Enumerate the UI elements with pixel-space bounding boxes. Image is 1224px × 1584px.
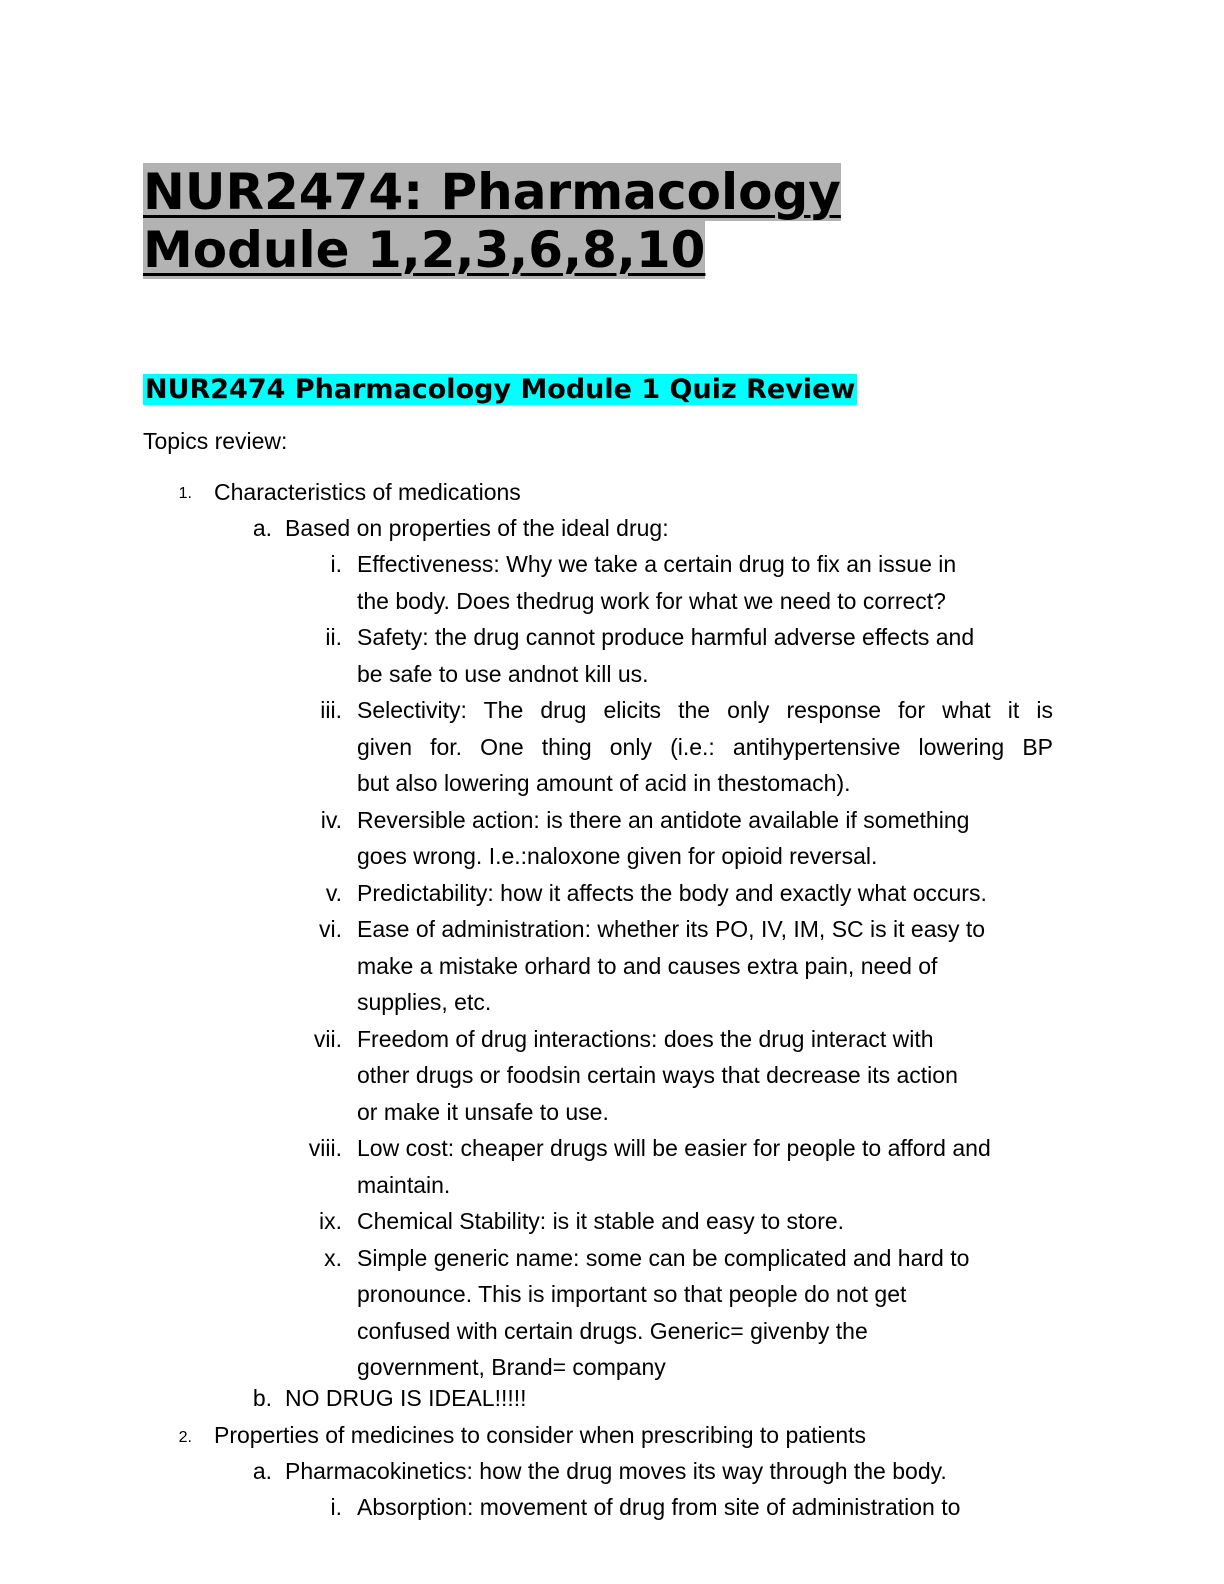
roman-item-line: maintain.	[357, 1171, 451, 1198]
roman-item-line: Ease of administration: whether its PO, IV, IM, SC is it easy to	[357, 916, 986, 942]
roman-item-line: Freedom of drug interactions: does the drug interact with	[357, 1025, 934, 1052]
list-number: 1.	[178, 485, 192, 502]
roman-item-line: government, Brand= company	[357, 1354, 666, 1380]
roman-item-line: or make it unsafe to use.	[357, 1098, 609, 1125]
sublist-text: Based on properties of the ideal drug:	[285, 515, 669, 541]
roman-item-line: given for. One thing only (i.e.: antihypertensive lowering BP	[357, 733, 1053, 760]
roman-item-line: Effectiveness: Why we take a certain drug to fix an issue in	[357, 551, 957, 577]
roman-item-line: Low cost: cheaper drugs will be easier for people to afford and	[357, 1135, 991, 1161]
roman-item-line: Chemical Stability: is it stable and easy to store.	[357, 1208, 845, 1234]
roman-item-line: other drugs or foodsin certain ways that decrease its action	[357, 1062, 958, 1088]
section-heading: NUR2474 Pharmacology Module 1 Quiz Review	[145, 374, 856, 405]
roman-item-line: make a mistake orhard to and causes extra pain, need of	[357, 952, 938, 979]
sublist-text: NO DRUG IS IDEAL!!!!!	[285, 1385, 527, 1411]
roman-item-line: Predictability: how it affects the body and exactly what occurs.	[357, 879, 987, 906]
sublist-letter: a.	[252, 1458, 272, 1484]
roman-number: x.	[324, 1244, 342, 1271]
roman-number: vi.	[319, 916, 342, 942]
roman-item-line: pronounce. This is important so that people do not get	[357, 1281, 907, 1307]
roman-item-line: Reversible action: is there an antidote available if something	[357, 806, 970, 833]
roman-number: vii.	[313, 1025, 342, 1052]
document-title: NUR2474: Pharmacology Module 1,2,3,6,8,10	[143, 163, 841, 279]
roman-number: ii.	[325, 624, 342, 650]
roman-number: i.	[330, 551, 342, 577]
roman-item-line: Safety: the drug cannot produce harmful adverse effects and	[357, 624, 975, 650]
sublist-letter: b.	[252, 1385, 272, 1411]
roman-item-line: but also lowering amount of acid in thestomach).	[357, 770, 851, 796]
roman-number: viii.	[308, 1135, 342, 1161]
roman-item-line: Selectivity: The drug elicits the only response for what it is	[357, 697, 1053, 723]
roman-number: ix.	[319, 1208, 342, 1234]
roman-item-line: Absorption: movement of drug from site of administration to	[357, 1494, 961, 1520]
roman-number: i.	[330, 1494, 342, 1520]
roman-item-line: Simple generic name: some can be complicated and hard to	[357, 1244, 970, 1271]
roman-item-line: supplies, etc.	[357, 989, 492, 1015]
roman-item-line: the body. Does thedrug work for what we need to correct?	[357, 587, 946, 614]
roman-item-line: be safe to use andnot kill us.	[357, 660, 649, 687]
list-number: 2.	[178, 1429, 192, 1446]
roman-item-line: goes wrong. I.e.:naloxone given for opioid reversal.	[357, 843, 878, 869]
list-item-text: Properties of medicines to consider when prescribing to patients	[214, 1422, 867, 1448]
roman-number: iii.	[320, 697, 342, 723]
sublist-letter: a.	[252, 515, 272, 541]
roman-number: iv.	[320, 806, 342, 833]
list-item-text: Characteristics of medications	[214, 479, 521, 505]
roman-number: v.	[325, 879, 342, 906]
topics-label: Topics review:	[143, 428, 288, 454]
roman-item-line: confused with certain drugs. Generic= givenby the	[357, 1317, 868, 1344]
sublist-text: Pharmacokinetics: how the drug moves its way through the body.	[285, 1458, 947, 1484]
